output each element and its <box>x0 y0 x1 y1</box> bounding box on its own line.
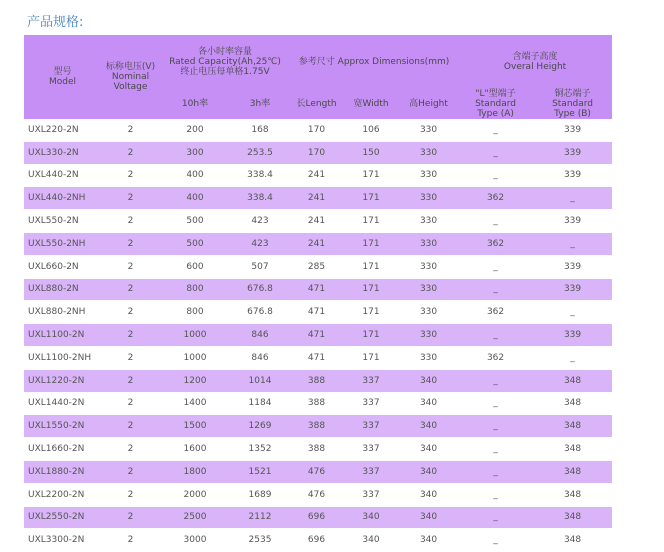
cell-voltage: 2 <box>101 438 160 461</box>
cell-length: 241 <box>290 164 343 187</box>
cell-model: UXL3300-2N <box>24 529 101 552</box>
cell-height: 330 <box>399 232 458 255</box>
cell-length: 471 <box>290 346 343 369</box>
overall-height-header <box>458 35 612 89</box>
cell-capacity-10h: 1400 <box>160 392 230 415</box>
capacity-header-zh: 各小时率容量 <box>198 47 253 57</box>
cell-capacity-10h: 800 <box>160 278 230 301</box>
model-header <box>24 35 101 119</box>
type-a-header <box>458 89 533 119</box>
cell-width: 171 <box>343 301 399 324</box>
cell-voltage: 2 <box>101 415 160 438</box>
table-row <box>24 415 612 438</box>
cell-capacity-10h: 1000 <box>160 324 230 347</box>
cell-model: UXL550-2N <box>24 210 101 233</box>
dimensions-header-text: 参考尺寸 Approx Dimensions(mm) <box>298 57 450 67</box>
cell-type-b-height: _ <box>533 187 612 210</box>
cell-type-a-height: _ <box>458 483 533 506</box>
type-a-header-zh: "L"型端子 <box>475 89 516 99</box>
cell-type-a-height: _ <box>458 438 533 461</box>
cell-type-b-height: 339 <box>533 255 612 278</box>
capacity-header-note: 终止电压每单格1.75V <box>180 67 270 77</box>
cell-length: 388 <box>290 438 343 461</box>
cell-type-b-height: 348 <box>533 415 612 438</box>
cell-width: 171 <box>343 278 399 301</box>
cell-length: 471 <box>290 324 343 347</box>
cell-capacity-10h: 500 <box>160 232 230 255</box>
cell-capacity-3h: 1269 <box>230 415 290 438</box>
cell-model: UXL2550-2N <box>24 506 101 529</box>
cell-capacity-10h: 1200 <box>160 369 230 392</box>
cell-model: UXL550-2NH <box>24 232 101 255</box>
cell-height: 330 <box>399 255 458 278</box>
cell-voltage: 2 <box>101 324 160 347</box>
cell-length: 471 <box>290 278 343 301</box>
cell-type-b-height: 339 <box>533 164 612 187</box>
voltage-header-en1: Nominal <box>111 72 150 82</box>
cell-type-b-height: 348 <box>533 438 612 461</box>
cell-model: UXL660-2N <box>24 255 101 278</box>
cell-type-b-height: 348 <box>533 483 612 506</box>
cell-length: 241 <box>290 187 343 210</box>
cell-height: 330 <box>399 210 458 233</box>
cell-capacity-3h: 846 <box>230 324 290 347</box>
cell-type-b-height: 339 <box>533 141 612 164</box>
h3-header: 3h率 <box>230 89 290 119</box>
type-a-header-en2: Type (A) <box>477 109 514 119</box>
table-row <box>24 301 612 324</box>
cell-capacity-3h: 1521 <box>230 460 290 483</box>
cell-type-b-height: 348 <box>533 369 612 392</box>
cell-type-b-height: _ <box>533 346 612 369</box>
cell-model: UXL440-2N <box>24 164 101 187</box>
cell-capacity-3h: 168 <box>230 119 290 141</box>
cell-type-b-height: 348 <box>533 460 612 483</box>
cell-type-a-height: _ <box>458 529 533 552</box>
type-b-header <box>533 89 612 119</box>
cell-capacity-10h: 1000 <box>160 346 230 369</box>
cell-width: 337 <box>343 369 399 392</box>
cell-voltage: 2 <box>101 278 160 301</box>
cell-capacity-3h: 2535 <box>230 529 290 552</box>
cell-capacity-10h: 3000 <box>160 529 230 552</box>
cell-model: UXL1220-2N <box>24 369 101 392</box>
cell-width: 171 <box>343 346 399 369</box>
cell-length: 696 <box>290 506 343 529</box>
cell-model: UXL1100-2NH <box>24 346 101 369</box>
cell-length: 476 <box>290 460 343 483</box>
width-header: 宽Width <box>343 89 399 119</box>
cell-type-a-height: _ <box>458 324 533 347</box>
cell-width: 171 <box>343 187 399 210</box>
cell-length: 388 <box>290 392 343 415</box>
cell-voltage: 2 <box>101 392 160 415</box>
height-header: 高Height <box>399 89 458 119</box>
cell-model: UXL220-2N <box>24 119 101 141</box>
cell-model: UXL1550-2N <box>24 415 101 438</box>
cell-length: 241 <box>290 232 343 255</box>
cell-type-b-height: 348 <box>533 506 612 529</box>
cell-type-b-height: 339 <box>533 210 612 233</box>
cell-type-a-height: 362 <box>458 301 533 324</box>
cell-width: 337 <box>343 415 399 438</box>
cell-type-a-height: _ <box>458 255 533 278</box>
cell-length: 696 <box>290 529 343 552</box>
cell-capacity-3h: 423 <box>230 210 290 233</box>
cell-model: UXL2200-2N <box>24 483 101 506</box>
cell-type-b-height: 339 <box>533 278 612 301</box>
cell-capacity-10h: 1500 <box>160 415 230 438</box>
cell-model: UXL440-2NH <box>24 187 101 210</box>
overall-height-header-en: Overal Height <box>503 62 567 72</box>
table-row <box>24 460 612 483</box>
cell-width: 337 <box>343 460 399 483</box>
cell-capacity-10h: 1800 <box>160 460 230 483</box>
table-row <box>24 187 612 210</box>
table-row <box>24 210 612 233</box>
cell-capacity-3h: 338.4 <box>230 164 290 187</box>
cell-voltage: 2 <box>101 506 160 529</box>
cell-type-b-height: 339 <box>533 119 612 141</box>
cell-type-b-height: 348 <box>533 392 612 415</box>
cell-height: 340 <box>399 415 458 438</box>
model-header-zh: 型号 <box>53 67 72 77</box>
cell-model: UXL1660-2N <box>24 438 101 461</box>
cell-height: 330 <box>399 141 458 164</box>
cell-model: UXL330-2N <box>24 141 101 164</box>
cell-type-a-height: 362 <box>458 346 533 369</box>
table-row <box>24 483 612 506</box>
cell-type-b-height: _ <box>533 301 612 324</box>
table-row <box>24 119 612 141</box>
cell-height: 340 <box>399 438 458 461</box>
cell-type-a-height: _ <box>458 415 533 438</box>
cell-width: 106 <box>343 119 399 141</box>
cell-model: UXL880-2N <box>24 278 101 301</box>
page-title: 产品规格: <box>27 15 84 30</box>
cell-model: UXL1440-2N <box>24 392 101 415</box>
cell-type-a-height: _ <box>458 369 533 392</box>
cell-length: 170 <box>290 119 343 141</box>
cell-height: 330 <box>399 164 458 187</box>
header-row-top <box>24 35 612 89</box>
model-header-en: Model <box>48 77 77 87</box>
voltage-header <box>101 35 160 119</box>
cell-voltage: 2 <box>101 255 160 278</box>
dimensions-header <box>290 35 458 89</box>
table-row <box>24 232 612 255</box>
cell-capacity-3h: 1184 <box>230 392 290 415</box>
cell-length: 388 <box>290 415 343 438</box>
type-b-header-zh: 铜芯端子 <box>554 89 591 99</box>
cell-voltage: 2 <box>101 301 160 324</box>
cell-height: 340 <box>399 369 458 392</box>
cell-capacity-3h: 423 <box>230 232 290 255</box>
overall-height-header-zh: 含端子高度 <box>512 52 558 62</box>
cell-capacity-10h: 400 <box>160 164 230 187</box>
cell-type-a-height: _ <box>458 164 533 187</box>
cell-capacity-3h: 1689 <box>230 483 290 506</box>
cell-capacity-10h: 800 <box>160 301 230 324</box>
cell-voltage: 2 <box>101 141 160 164</box>
cell-width: 171 <box>343 324 399 347</box>
cell-voltage: 2 <box>101 529 160 552</box>
cell-width: 171 <box>343 255 399 278</box>
cell-capacity-10h: 1600 <box>160 438 230 461</box>
cell-length: 285 <box>290 255 343 278</box>
cell-height: 330 <box>399 119 458 141</box>
cell-width: 171 <box>343 164 399 187</box>
type-b-header-en1: Standard <box>552 99 594 109</box>
table-row <box>24 324 612 347</box>
cell-type-a-height: _ <box>458 460 533 483</box>
cell-height: 330 <box>399 301 458 324</box>
cell-width: 340 <box>343 529 399 552</box>
cell-type-a-height: _ <box>458 506 533 529</box>
cell-width: 337 <box>343 392 399 415</box>
cell-voltage: 2 <box>101 232 160 255</box>
cell-type-b-height: _ <box>533 232 612 255</box>
cell-type-a-height: _ <box>458 278 533 301</box>
cell-width: 337 <box>343 438 399 461</box>
cell-capacity-10h: 2500 <box>160 506 230 529</box>
table-row <box>24 369 612 392</box>
table-row <box>24 506 612 529</box>
cell-model: UXL880-2NH <box>24 301 101 324</box>
cell-type-a-height: _ <box>458 119 533 141</box>
table-row <box>24 346 612 369</box>
cell-voltage: 2 <box>101 483 160 506</box>
cell-height: 340 <box>399 460 458 483</box>
cell-type-b-height: 339 <box>533 324 612 347</box>
cell-model: UXL1100-2N <box>24 324 101 347</box>
cell-length: 476 <box>290 483 343 506</box>
cell-capacity-3h: 846 <box>230 346 290 369</box>
cell-capacity-3h: 676.8 <box>230 278 290 301</box>
cell-width: 340 <box>343 506 399 529</box>
cell-capacity-10h: 400 <box>160 187 230 210</box>
cell-capacity-10h: 600 <box>160 255 230 278</box>
cell-voltage: 2 <box>101 346 160 369</box>
cell-width: 171 <box>343 232 399 255</box>
table-row <box>24 164 612 187</box>
type-b-header-en2: Type (B) <box>554 109 591 119</box>
cell-type-b-height: 348 <box>533 529 612 552</box>
cell-type-a-height: _ <box>458 210 533 233</box>
cell-width: 171 <box>343 210 399 233</box>
cell-voltage: 2 <box>101 210 160 233</box>
cell-length: 241 <box>290 210 343 233</box>
cell-voltage: 2 <box>101 369 160 392</box>
type-a-header-en1: Standard <box>475 99 517 109</box>
cell-height: 340 <box>399 506 458 529</box>
cell-height: 330 <box>399 187 458 210</box>
cell-capacity-3h: 2112 <box>230 506 290 529</box>
cell-width: 337 <box>343 483 399 506</box>
cell-capacity-10h: 300 <box>160 141 230 164</box>
cell-height: 340 <box>399 483 458 506</box>
spec-table-body <box>24 119 612 552</box>
cell-length: 170 <box>290 141 343 164</box>
cell-height: 330 <box>399 278 458 301</box>
capacity-header <box>160 35 290 89</box>
cell-voltage: 2 <box>101 119 160 141</box>
cell-voltage: 2 <box>101 460 160 483</box>
cell-capacity-10h: 2000 <box>160 483 230 506</box>
cell-type-a-height: 362 <box>458 232 533 255</box>
voltage-header-en2: Voltage <box>113 82 148 92</box>
cell-type-a-height: _ <box>458 141 533 164</box>
cell-height: 340 <box>399 529 458 552</box>
cell-type-a-height: _ <box>458 392 533 415</box>
h10-header: 10h率 <box>160 89 230 119</box>
table-row <box>24 392 612 415</box>
table-row <box>24 141 612 164</box>
cell-capacity-3h: 253.5 <box>230 141 290 164</box>
spec-table <box>24 35 612 552</box>
cell-width: 150 <box>343 141 399 164</box>
cell-capacity-3h: 676.8 <box>230 301 290 324</box>
cell-capacity-3h: 507 <box>230 255 290 278</box>
cell-capacity-3h: 1014 <box>230 369 290 392</box>
table-row <box>24 438 612 461</box>
cell-capacity-3h: 338.4 <box>230 187 290 210</box>
length-header: 长Length <box>290 89 343 119</box>
cell-voltage: 2 <box>101 164 160 187</box>
cell-voltage: 2 <box>101 187 160 210</box>
cell-height: 340 <box>399 392 458 415</box>
cell-type-a-height: 362 <box>458 187 533 210</box>
cell-capacity-10h: 200 <box>160 119 230 141</box>
cell-length: 471 <box>290 301 343 324</box>
capacity-header-en: Rated Capacity(Ah,25℃) <box>169 57 281 67</box>
cell-capacity-10h: 500 <box>160 210 230 233</box>
cell-height: 330 <box>399 324 458 347</box>
cell-height: 330 <box>399 346 458 369</box>
cell-model: UXL1880-2N <box>24 460 101 483</box>
cell-length: 388 <box>290 369 343 392</box>
table-row <box>24 255 612 278</box>
table-row <box>24 278 612 301</box>
cell-capacity-3h: 1352 <box>230 438 290 461</box>
voltage-header-zh: 标称电压(V) <box>105 62 156 72</box>
table-row <box>24 529 612 552</box>
